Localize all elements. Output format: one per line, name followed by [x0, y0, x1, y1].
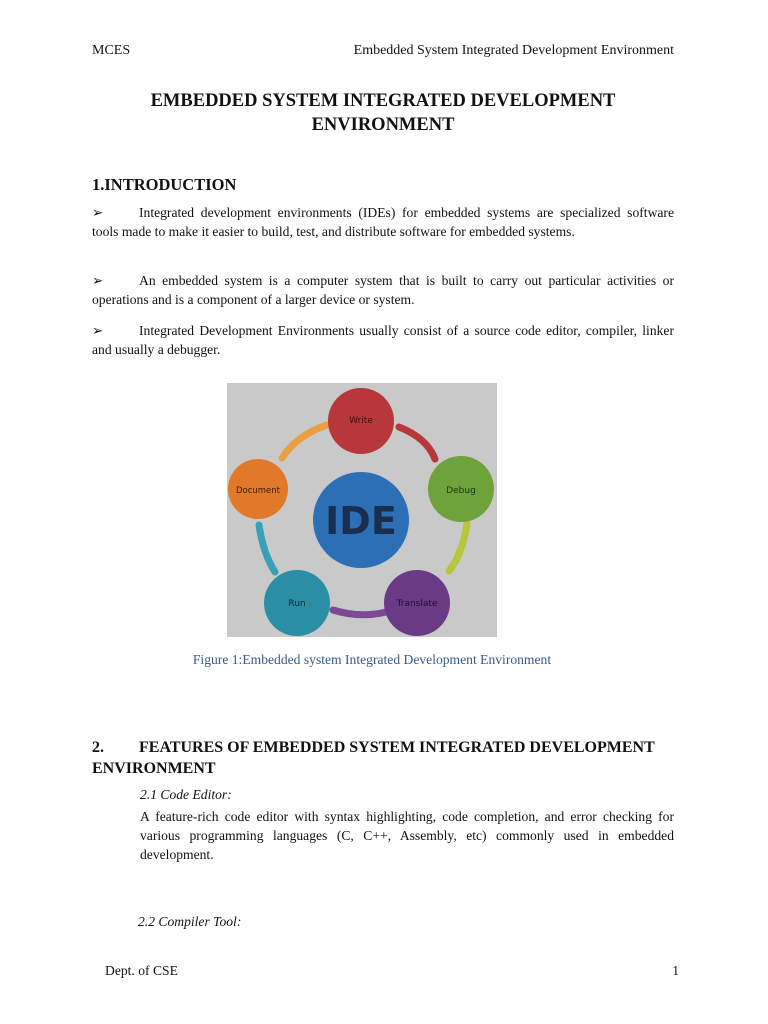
intro-bullet-2 — [92, 271, 674, 309]
ide-cycle-diagram — [227, 383, 497, 637]
ide-cycle-figure — [227, 383, 497, 637]
arc-document-write — [282, 425, 327, 458]
features-heading-text: FEATURES OF EMBEDDED SYSTEM INTEGRATED DEVELOPMENT ENVIRONMENT — [92, 739, 655, 777]
arc-debug-translate — [449, 523, 467, 571]
header-right: Embedded System Integrated Development Environment — [353, 43, 674, 58]
compiler-tool-subheading: 2.2 Compiler Tool: — [138, 914, 242, 929]
ide-center-label: IDE — [325, 499, 397, 543]
arc-run-document — [259, 525, 275, 572]
node-run-label: Run — [288, 599, 306, 609]
intro-bullet-1 — [92, 203, 674, 241]
code-editor-subheading: 2.1 Code Editor: — [140, 787, 232, 802]
bullet-arrow-icon: ➢ — [92, 273, 104, 288]
features-heading-number: 2. — [92, 739, 104, 756]
intro-bullet-3 — [92, 321, 674, 359]
header-left: MCES — [92, 43, 131, 58]
features-heading — [92, 737, 674, 779]
footer-page-number: 1 — [672, 963, 679, 978]
intro-bullet-1-text: Integrated development environments (IDEs) for embedded systems are specialized software tools made to make it easier to build, test, and distribute software for embedded systems. — [92, 205, 674, 239]
arc-write-debug — [399, 427, 435, 459]
node-document-label: Document — [235, 486, 281, 496]
intro-bullet-2-text: An embedded system is a computer system that is built to carry out particular activities or operations and is a component of a larger device or system. — [92, 273, 674, 307]
node-translate-label: Translate — [396, 599, 438, 609]
intro-bullet-3-text: Integrated Development Environments usually consist of a source code editor, compiler, linker and usually a debugger. — [92, 323, 674, 357]
intro-heading: 1.INTRODUCTION — [92, 175, 237, 194]
bullet-arrow-icon: ➢ — [92, 205, 104, 220]
footer-department: Dept. of CSE — [105, 963, 178, 978]
bullet-arrow-icon: ➢ — [92, 323, 104, 338]
node-debug-label: Debug — [446, 486, 476, 496]
arc-translate-run — [333, 610, 390, 615]
figure-caption: Figure 1:Embedded system Integrated Development Environment — [192, 652, 552, 667]
node-write-label: Write — [349, 416, 373, 426]
code-editor-text: A feature-rich code editor with syntax highlighting, code completion, and error checking for various programming languages (C, C++, Assembly, etc) commonly used in embedded development. — [140, 809, 674, 862]
document-title: EMBEDDED SYSTEM INTEGRATED DEVELOPMENT ENVIRONMENT — [150, 91, 616, 135]
